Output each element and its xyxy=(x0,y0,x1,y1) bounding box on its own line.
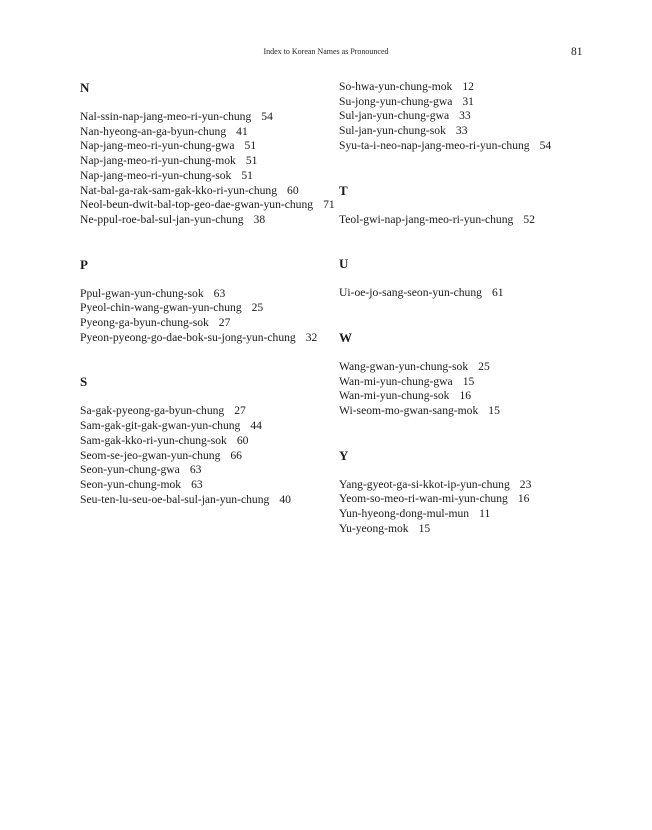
index-entry xyxy=(80,331,350,346)
entry-page-number: 63 xyxy=(189,463,202,477)
index-column-left xyxy=(80,80,350,507)
entry-page-number: 60 xyxy=(287,183,299,197)
entry-name: Sa-gak-pyeong-ga-byun-chung xyxy=(80,404,225,418)
entry-name: So-hwa-yun-chung-mok xyxy=(339,80,453,93)
index-entry xyxy=(80,434,350,449)
entry-name: Yang-gyeot-ga-si-kkot-ip-yun-chung xyxy=(339,477,510,491)
entry-page-number: 51 xyxy=(241,168,253,182)
index-entry xyxy=(339,139,609,154)
entry-list xyxy=(80,404,350,507)
index-section xyxy=(339,183,609,228)
entry-name: Nat-bal-ga-rak-sam-gak-kko-ri-yun-chung xyxy=(80,183,278,197)
index-section xyxy=(339,448,609,537)
running-header-title: Index to Korean Names as Pronounced xyxy=(263,47,389,56)
index-entry xyxy=(80,493,350,508)
index-entry xyxy=(339,80,609,95)
entry-page-number: 33 xyxy=(459,109,471,123)
page-number: 81 xyxy=(571,46,583,58)
entry-page-number: 60 xyxy=(236,433,249,447)
entry-name: Seon-yun-chung-gwa xyxy=(80,463,180,477)
entry-page-number: 31 xyxy=(462,94,474,108)
entry-page-number: 25 xyxy=(478,359,490,373)
entry-name: Pyeong-ga-byun-chung-sok xyxy=(80,316,209,330)
index-section xyxy=(339,256,609,301)
entry-name: Pyeon-pyeong-go-dae-bok-su-jong-yun-chung xyxy=(80,330,296,344)
index-section xyxy=(80,80,350,228)
entry-page-number: 63 xyxy=(213,286,226,300)
index-entry xyxy=(80,169,350,184)
entry-page-number: 52 xyxy=(523,212,535,226)
index-entry xyxy=(339,492,609,507)
index-entry xyxy=(80,478,350,493)
entry-name: Nap-jang-meo-ri-yun-chung-sok xyxy=(80,168,232,182)
entry-name: Nal-ssin-nap-jang-meo-ri-yun-chung xyxy=(80,110,252,123)
index-entry xyxy=(80,213,350,228)
index-entry xyxy=(339,286,609,301)
index-entry xyxy=(80,198,350,213)
index-section xyxy=(80,374,350,507)
entry-name: Neol-beun-dwit-bal-top-geo-dae-gwan-yun-chung xyxy=(80,198,314,212)
entry-list xyxy=(339,213,609,228)
entry-name: Wan-mi-yun-chung-sok xyxy=(339,389,450,403)
entry-name: Sul-jan-yun-chung-sok xyxy=(339,124,446,138)
section-letter: N xyxy=(80,80,90,95)
index-entry xyxy=(80,154,350,169)
index-column-right xyxy=(339,80,609,537)
index-entry xyxy=(80,287,350,302)
index-entry xyxy=(339,522,609,537)
entry-name: Seon-yun-chung-mok xyxy=(80,477,182,491)
entry-name: Nan-hyeong-an-ga-byun-chung xyxy=(80,124,227,138)
index-entry xyxy=(339,507,609,522)
entry-page-number: 16 xyxy=(517,492,530,506)
entry-page-number: 15 xyxy=(488,404,500,418)
index-section xyxy=(80,257,350,346)
entry-page-number: 71 xyxy=(323,198,335,212)
index-entry xyxy=(339,389,609,404)
index-entry xyxy=(80,404,350,419)
entry-page-number: 40 xyxy=(279,492,291,506)
entry-page-number: 61 xyxy=(491,286,504,300)
entry-page-number: 38 xyxy=(253,212,266,226)
index-entry xyxy=(339,213,609,228)
entry-page-number: 63 xyxy=(191,477,203,491)
index-entry xyxy=(80,449,350,464)
entry-name: Nap-jang-meo-ri-yun-chung-mok xyxy=(80,154,236,168)
entry-page-number: 23 xyxy=(519,477,532,491)
section-letter: U xyxy=(339,256,349,272)
index-section xyxy=(339,80,609,154)
entry-page-number: 15 xyxy=(462,374,475,388)
index-entry xyxy=(80,301,350,316)
entry-list xyxy=(80,287,350,346)
entry-page-number: 54 xyxy=(261,110,273,123)
index-entry xyxy=(339,95,609,110)
index-entry xyxy=(80,419,350,434)
entry-name: Teol-gwi-nap-jang-meo-ri-yun-chung xyxy=(339,212,514,226)
entry-page-number: 11 xyxy=(479,507,491,521)
entry-name: Yeom-so-meo-ri-wan-mi-yun-chung xyxy=(339,492,508,506)
index-entry xyxy=(339,124,609,139)
entry-name: Ppul-gwan-yun-chung-sok xyxy=(80,286,204,300)
entry-page-number: 41 xyxy=(236,124,248,138)
entry-page-number: 15 xyxy=(418,521,431,535)
index-entry xyxy=(80,125,350,140)
entry-list xyxy=(80,110,350,228)
entry-name: Nap-jang-meo-ri-yun-chung-gwa xyxy=(80,139,235,153)
entry-name: Sam-gak-kko-ri-yun-chung-sok xyxy=(80,433,227,447)
entry-name: Pyeol-chin-wang-gwan-yun-chung xyxy=(80,301,242,315)
entry-name: Seu-ten-lu-seu-oe-bal-sul-jan-yun-chung xyxy=(80,492,270,506)
entry-name: Su-jong-yun-chung-gwa xyxy=(339,94,453,108)
index-entry xyxy=(80,184,350,199)
entry-page-number: 27 xyxy=(218,316,231,330)
index-entry xyxy=(339,478,609,493)
entry-page-number: 16 xyxy=(459,389,472,403)
section-letter: S xyxy=(80,374,88,390)
entry-name: Sul-jan-yun-chung-gwa xyxy=(339,109,450,123)
entry-name: Ne-ppul-roe-bal-sul-jan-yun-chung xyxy=(80,212,244,226)
entry-name: Wan-mi-yun-chung-gwa xyxy=(339,374,453,388)
index-section xyxy=(339,330,609,419)
section-letter: T xyxy=(339,182,348,198)
index-entry xyxy=(80,463,350,478)
index-entry xyxy=(339,375,609,390)
entry-page-number: 33 xyxy=(455,124,468,138)
entry-page-number: 44 xyxy=(250,419,262,433)
entry-name: Yu-yeong-mok xyxy=(339,521,409,535)
entry-page-number: 66 xyxy=(230,448,242,462)
entry-page-number: 27 xyxy=(234,404,246,418)
entry-page-number: 51 xyxy=(245,154,258,168)
entry-page-number: 12 xyxy=(462,80,474,93)
index-entry xyxy=(339,360,609,375)
index-entry xyxy=(80,110,350,125)
entry-name: Sam-gak-git-gak-gwan-yun-chung xyxy=(80,419,241,433)
entry-page-number: 51 xyxy=(244,139,257,153)
section-letter: W xyxy=(339,329,352,345)
entry-name: Seom-se-jeo-gwan-yun-chung xyxy=(80,448,221,462)
entry-page-number: 32 xyxy=(305,330,318,344)
entry-page-number: 25 xyxy=(251,301,264,315)
section-letter: P xyxy=(80,256,88,272)
entry-name: Yun-hyeong-dong-mul-mun xyxy=(339,507,470,521)
entry-name: Syu-ta-i-neo-nap-jang-meo-ri-yun-chung xyxy=(339,138,530,152)
entry-list xyxy=(339,80,609,154)
index-entry xyxy=(339,109,609,124)
index-entry xyxy=(80,316,350,331)
entry-name: Wi-seom-mo-gwan-sang-mok xyxy=(339,404,479,418)
entry-list xyxy=(339,286,609,301)
entry-name: Wang-gwan-yun-chung-sok xyxy=(339,359,469,373)
index-entry xyxy=(339,404,609,419)
section-letter: Y xyxy=(339,447,349,463)
entry-page-number: 54 xyxy=(539,138,552,152)
entry-list xyxy=(339,360,609,419)
entry-list xyxy=(339,478,609,537)
entry-name: Ui-oe-jo-sang-seon-yun-chung xyxy=(339,286,482,300)
index-entry xyxy=(80,139,350,154)
